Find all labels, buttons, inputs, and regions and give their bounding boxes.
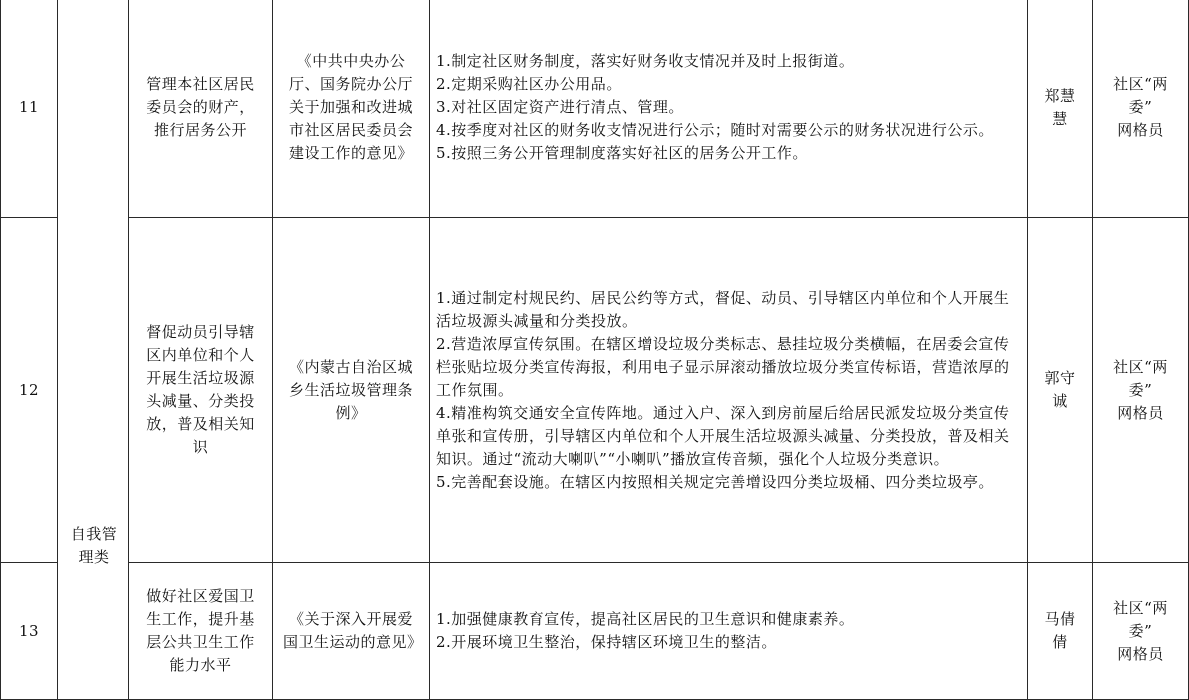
- category-label: 自我管理类: [70, 525, 118, 566]
- content-item: 5.完善配套设施。在辖区内按照相关规定完善增设四分类垃圾桶、四分类垃圾亭。: [436, 472, 994, 491]
- content-item: 5.按照三务公开管理制度落实好社区的居务公开工作。: [436, 144, 808, 162]
- role-line: 委”: [1128, 98, 1153, 116]
- content-item: 1.制定社区财务制度，落实好财务收支情况并及时上报街道。: [436, 52, 855, 70]
- table-row: [1, 0, 1189, 218]
- content-item: 2.开展环境卫生整治，保持辖区环境卫生的整洁。: [436, 633, 777, 651]
- content-item: 1.通过制定村规民约、居民公约等方式，督促、动员、引导辖区内单位和个人开展生活垃圾源头减量和分类投放。: [436, 288, 1010, 330]
- task-cell: 做好社区爱国卫生工作，提升基层公共卫生工作能力水平: [129, 563, 273, 700]
- person-cell: [1028, 0, 1093, 218]
- category-cell: [58, 0, 129, 700]
- content-item: 2.营造浓厚宣传氛围。在辖区增设垃圾分类标志、悬挂垃圾分类横幅，在居委会宣传栏张贴垃圾分类宣传海报，利用电子显示屏滚动播放垃圾分类宣传标语，营造浓厚的工作氛围。: [436, 334, 1010, 399]
- basis-cell: 《中共中央办公厅、国务院办公厅关于加强和改进城市社区居民委员会建设工作的意见》: [273, 0, 430, 218]
- role-cell: [1093, 563, 1189, 700]
- task-cell: 督促动员引导辖区内单位和个人开展生活垃圾源头减量、分类投放，普及相关知识: [129, 218, 273, 563]
- basis-cell: 《关于深入开展爱国卫生运动的意见》: [273, 563, 430, 700]
- basis-cell: 《内蒙古自治区城乡生活垃圾管理条例》: [273, 218, 430, 563]
- row-index: 13: [1, 563, 58, 700]
- person-cell: [1028, 218, 1093, 563]
- content-cell: [430, 0, 1028, 218]
- role-line: 网格员: [1117, 403, 1164, 422]
- role-line: 社区“两: [1113, 357, 1168, 376]
- content-item: 4.按季度对社区的财务收支情况进行公示；随时对需要公示的财务状况进行公示。: [436, 121, 994, 139]
- table-row: [1, 563, 1189, 700]
- role-line: 委”: [1128, 621, 1153, 640]
- content-item: 1.加强健康教育宣传，提高社区居民的卫生意识和健康素养。: [436, 610, 855, 628]
- role-line: 网格员: [1117, 121, 1164, 139]
- role-line: 社区“两: [1113, 75, 1168, 93]
- content-item: 4.精准构筑交通安全宣传阵地。通过入户、深入到房前屋后给居民派发垃圾分类宣传单张和宣传册，引导辖区内单位和个人开展生活垃圾源头减量、分类投放，普及相关知识。通过“流动大喇叭”“小喇叭”播放宣传音频，强化个人垃圾分类意识。: [436, 403, 1010, 468]
- row-index: 12: [1, 218, 58, 563]
- task-cell: 管理本社区居民委员会的财产，推行居务公开: [129, 0, 273, 218]
- content-cell: [430, 218, 1028, 563]
- person-name-cont: 倩: [1052, 633, 1068, 651]
- role-line: 社区“两: [1113, 598, 1168, 617]
- content-item: 2.定期采购社区办公用品。: [436, 75, 622, 93]
- content-cell: [430, 563, 1028, 700]
- table-row: [1, 218, 1189, 563]
- person-name-cont: 诚: [1052, 392, 1068, 410]
- row-index: 11: [1, 0, 58, 218]
- person-name-cont: 慧: [1052, 109, 1068, 128]
- role-line: 委”: [1128, 380, 1153, 399]
- person-name: 马倩: [1044, 610, 1076, 628]
- role-cell: [1093, 218, 1189, 563]
- role-line: 网格员: [1117, 644, 1164, 663]
- person-name: 郑慧: [1044, 86, 1076, 105]
- person-cell: [1028, 563, 1093, 700]
- content-item: 3.对社区固定资产进行清点、管理。: [436, 98, 684, 116]
- person-name: 郭守: [1044, 369, 1076, 387]
- role-cell: [1093, 0, 1189, 218]
